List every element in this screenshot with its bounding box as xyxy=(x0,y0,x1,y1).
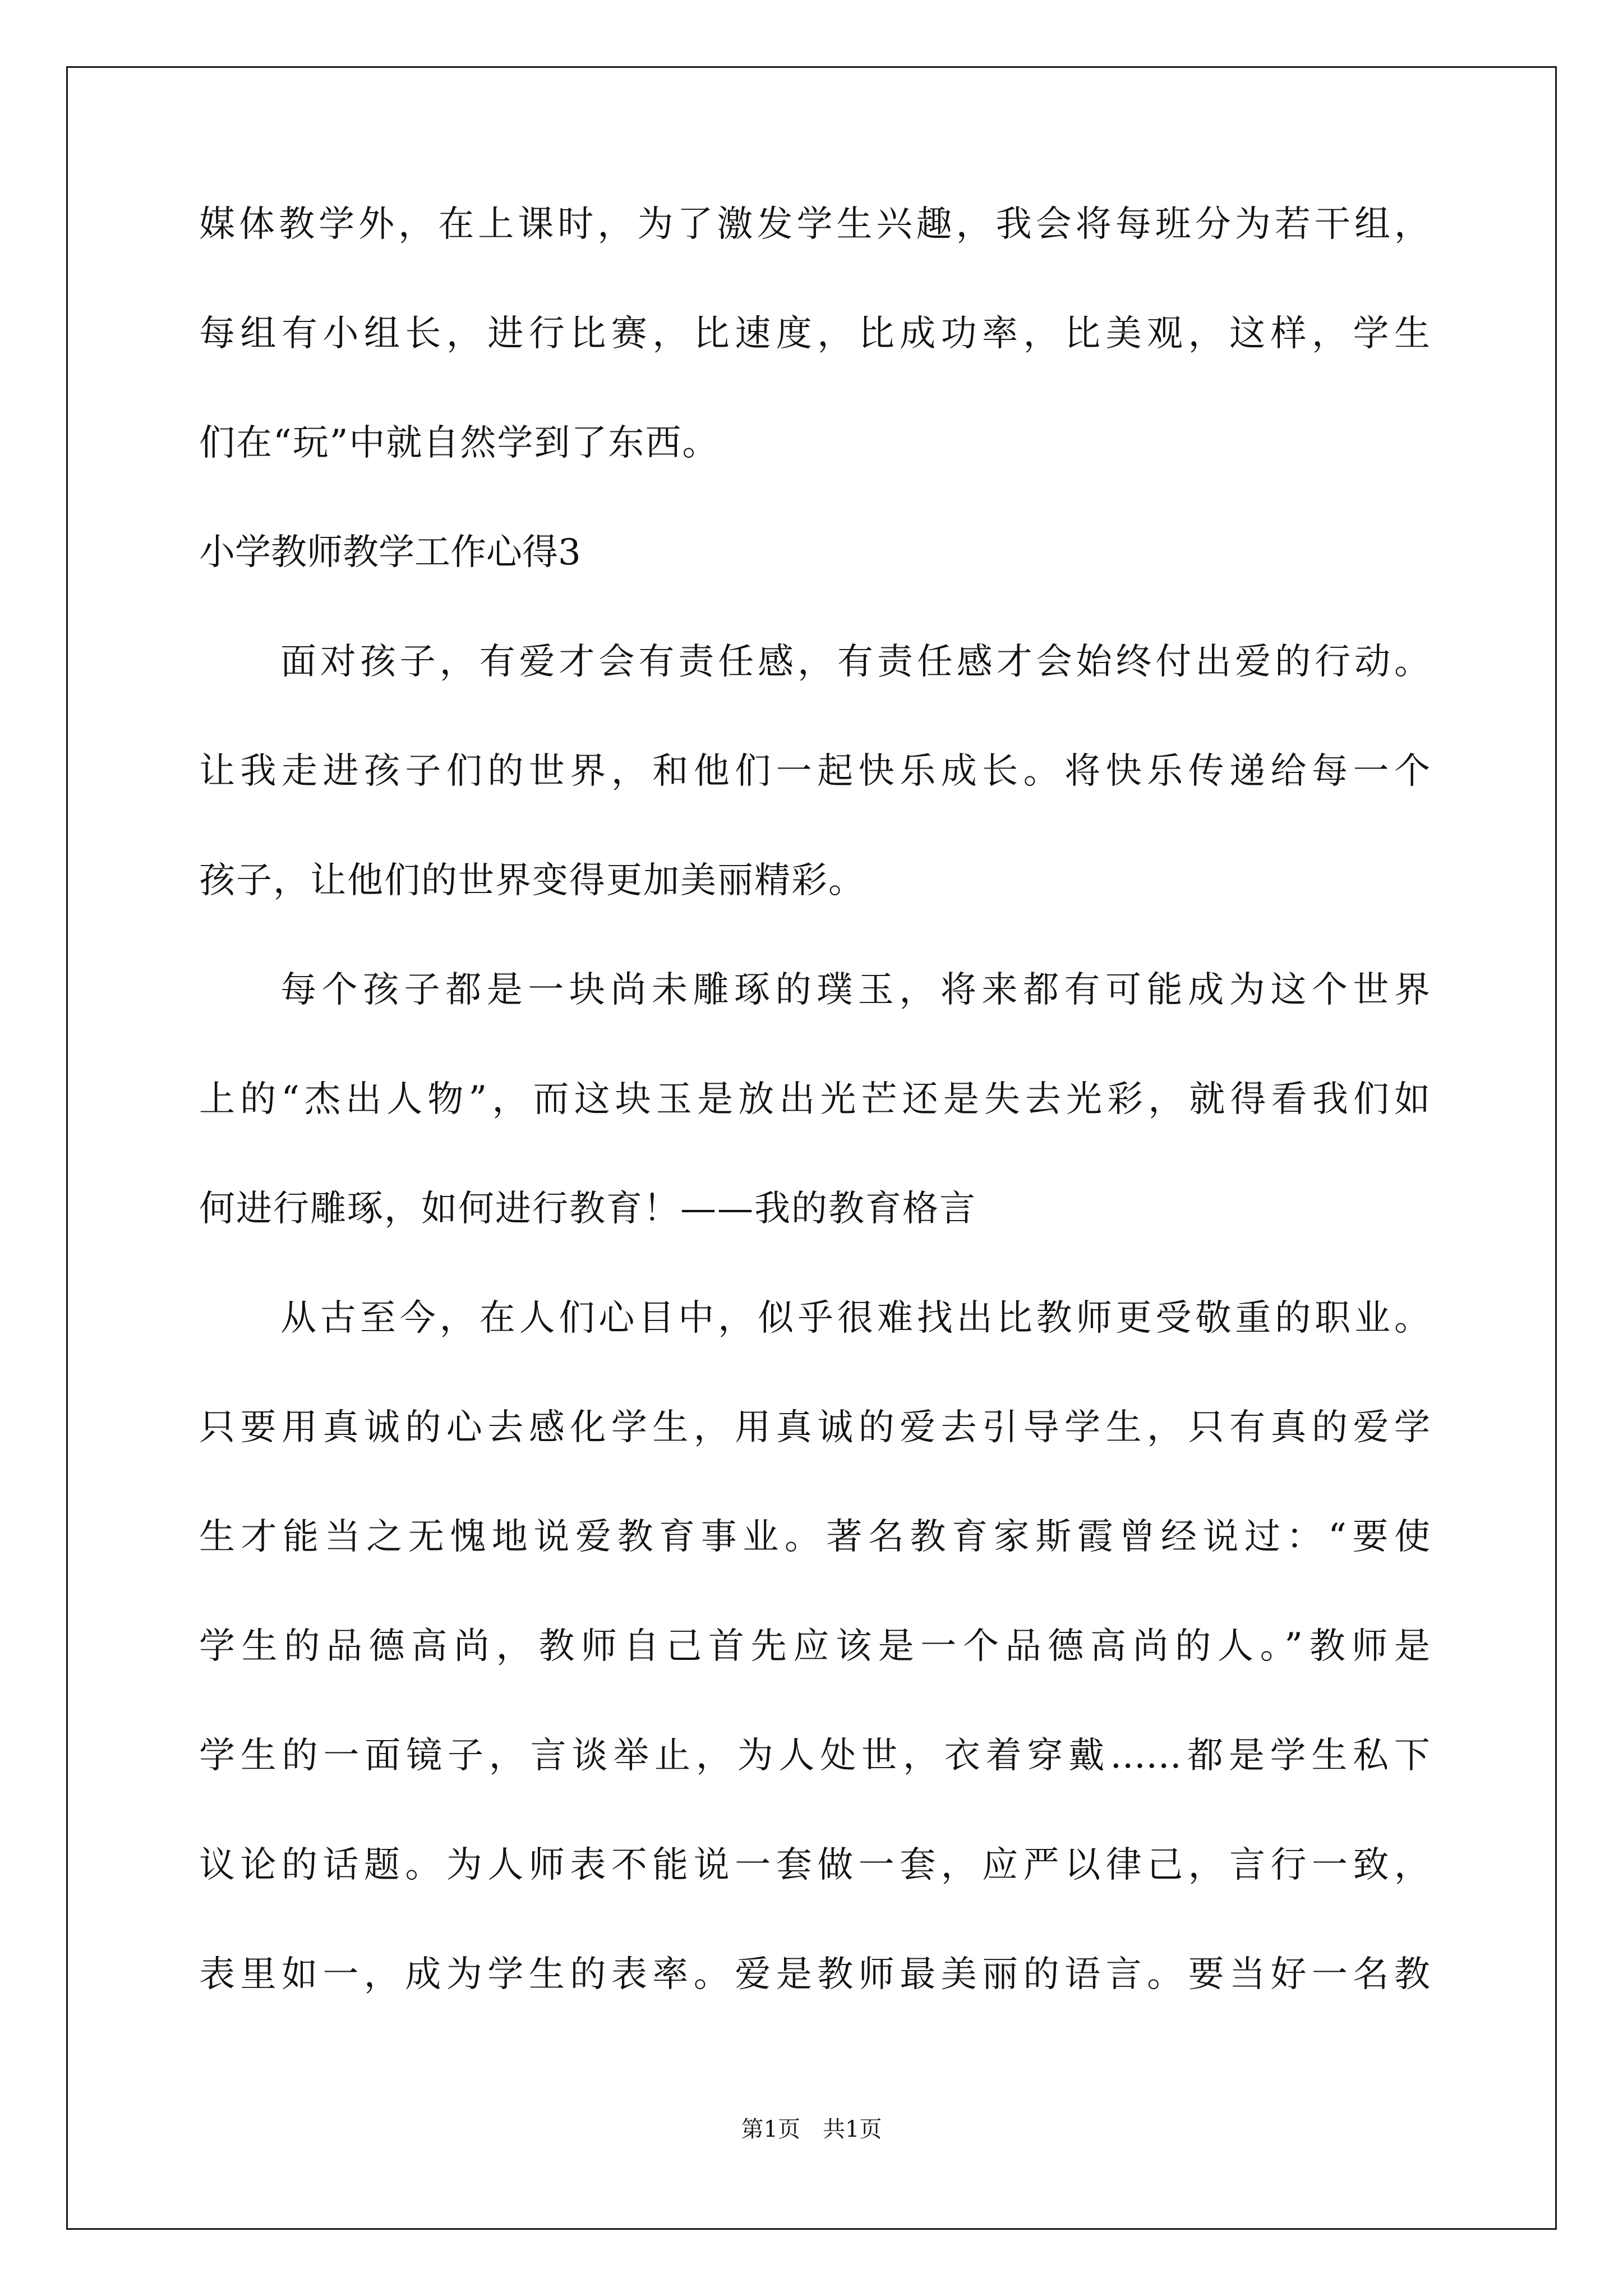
text-line: 议论的话题。为人师表不能说一套做一套，应严以律己，言行一致， xyxy=(199,1844,1430,1886)
paragraph-first-line: 每个孩子都是一块尚未雕琢的璞玉，将来都有可能成为这个世界 xyxy=(280,969,1430,1011)
text-line: 只要用真诚的心去感化学生，用真诚的爱去引导学生，只有真的爱学 xyxy=(199,1407,1430,1448)
paragraph-first-line: 从古至今，在人们心目中，似乎很难找出比教师更受敬重的职业。 xyxy=(280,1297,1430,1339)
text-line: 们在“玩”中就自然学到了东西。 xyxy=(199,422,720,464)
page-frame xyxy=(66,66,1557,2230)
text-line: 学生的品德高尚，教师自己首先应该是一个品德高尚的人。”教师是 xyxy=(199,1626,1430,1667)
paragraph-first-line: 面对孩子，有爱才会有责任感，有责任感才会始终付出爱的行动。 xyxy=(280,641,1430,683)
text-line: 上的“杰出人物”，而这块玉是放出光芒还是失去光彩，就得看我们如 xyxy=(199,1079,1430,1120)
text-line: 表里如一，成为学生的表率。爱是教师最美丽的语言。要当好一名教 xyxy=(199,1954,1430,1995)
page-number: 第1页 共1页 xyxy=(741,2116,882,2142)
text-line: 生才能当之无愧地说爱教育事业。著名教育家斯霞曾经说过：“要使 xyxy=(199,1516,1430,1558)
text-line: 孩子，让他们的世界变得更加美丽精彩。 xyxy=(199,860,865,901)
text-line: 何进行雕琢，如何进行教育！——我的教育格言 xyxy=(199,1188,976,1230)
text-line: 学生的一面镜子，言谈举止，为人处世，衣着穿戴……都是学生私下 xyxy=(199,1735,1430,1777)
section-heading: 小学教师教学工作心得3 xyxy=(199,532,581,573)
text-line: 媒体教学外，在上课时，为了激发学生兴趣，我会将每班分为若干组， xyxy=(199,204,1430,245)
text-line: 每组有小组长，进行比赛，比速度，比成功率，比美观，这样，学生 xyxy=(199,313,1430,355)
text-line: 让我走进孩子们的世界，和他们一起快乐成长。将快乐传递给每一个 xyxy=(199,751,1430,792)
